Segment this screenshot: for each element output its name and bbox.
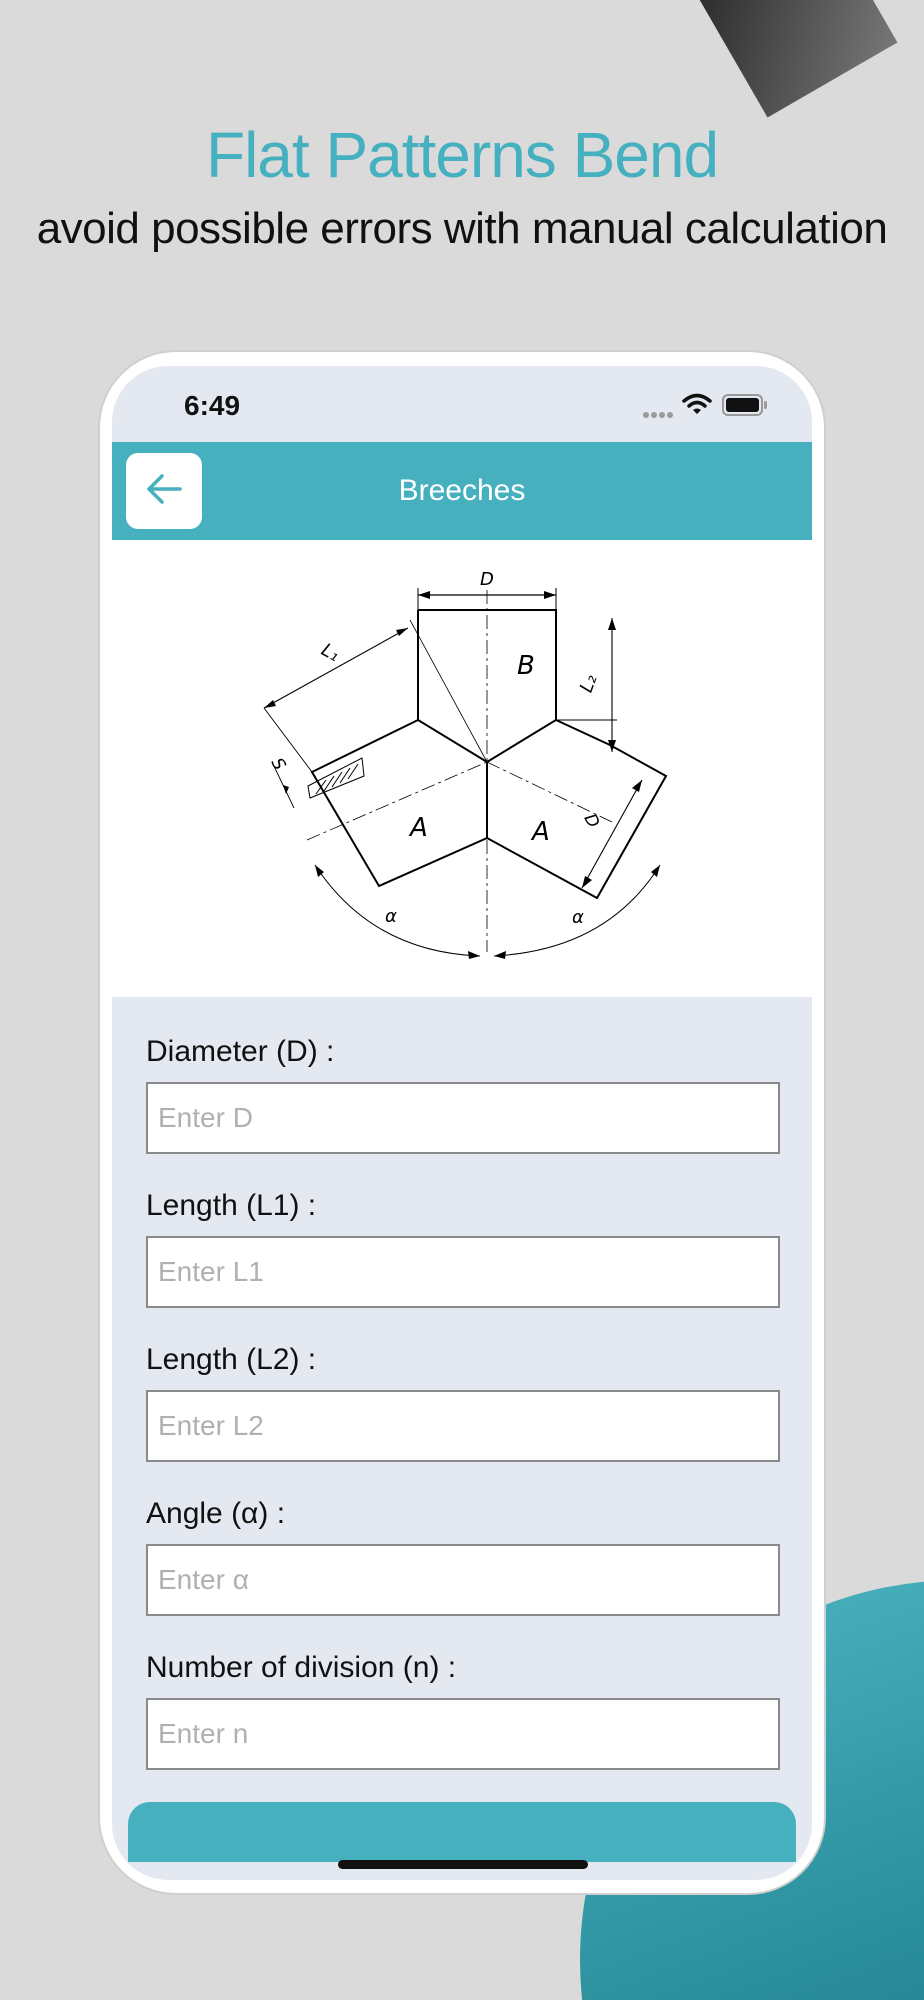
hero-title: Flat Patterns Bend [205, 119, 719, 191]
angle-input[interactable] [146, 1544, 780, 1616]
status-bar [112, 366, 812, 442]
signal-dots-icon [642, 406, 674, 424]
decorative-dark-square [693, 0, 898, 117]
diagram-label-l2: L₂ [575, 671, 602, 696]
calculate-button[interactable] [128, 1802, 796, 1862]
diagram-label-l1: L₁ [317, 639, 343, 667]
length-l2-input[interactable] [146, 1390, 780, 1462]
divisions-label: Number of division (n) : [146, 1651, 457, 1684]
diagram-label-s: S [266, 754, 290, 774]
length-l1-input[interactable] [146, 1236, 780, 1308]
diagram-label-alpha-right: α [572, 907, 584, 928]
diagram-label-a-left: A [410, 813, 428, 843]
diagram-label-alpha-left: α [385, 906, 397, 927]
home-indicator [338, 1860, 588, 1869]
battery-icon [722, 394, 768, 421]
header-title: Breeches [398, 474, 526, 507]
status-time: 6:49 [184, 390, 241, 421]
diameter-input[interactable] [146, 1082, 780, 1154]
diagram-label-a-right: A [532, 817, 550, 847]
breeches-diagram [112, 540, 812, 997]
wifi-icon [682, 392, 712, 421]
hero-subtitle: avoid possible errors with manual calculation [36, 204, 888, 253]
length-l2-label: Length (L2) : [146, 1343, 317, 1376]
diameter-label: Diameter (D) : [146, 1035, 335, 1068]
app-header [112, 442, 812, 540]
phone-screen [112, 366, 812, 1880]
angle-label: Angle (α) : [146, 1497, 286, 1530]
diagram-label-d-top: D [480, 569, 494, 590]
diagram-label-b: B [517, 651, 535, 681]
length-l1-label: Length (L1) : [146, 1189, 317, 1222]
diagram-label-d-right: D [579, 810, 604, 832]
divisions-input[interactable] [146, 1698, 780, 1770]
